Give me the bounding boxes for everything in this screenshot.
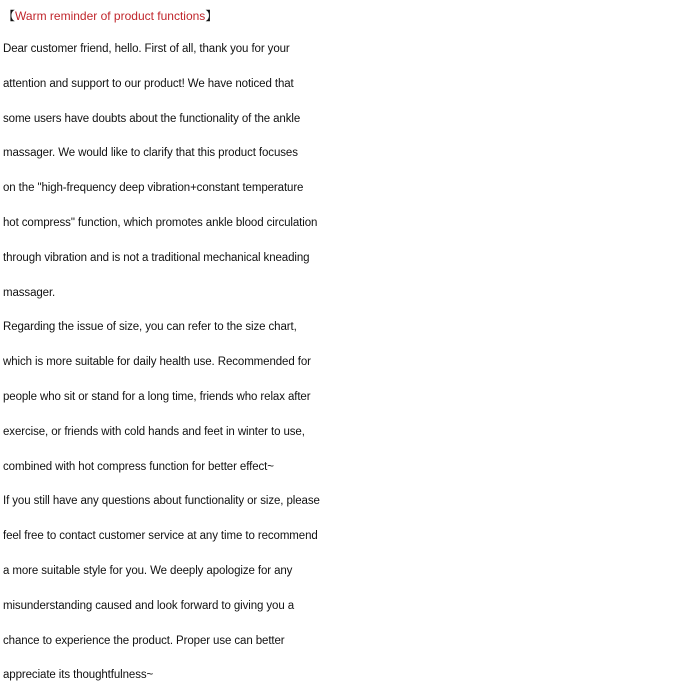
notice-line: attention and support to our product! We have noticed that: [3, 77, 294, 90]
notice-line: Dear customer friend, hello. First of all, thank you for your: [3, 43, 290, 55]
notice-line: which is more suitable for daily health use. Recommended for: [3, 356, 311, 369]
notice-line: exercise, or friends with cold hands and feet in winter to use,: [3, 425, 305, 438]
title-close-bracket: 】: [205, 9, 218, 23]
notice-line: feel free to contact customer service at any time to recommend: [3, 530, 318, 543]
notice-line: misunderstanding caused and look forward to giving you a: [3, 599, 295, 612]
notice-line: some users have doubts about the functionality of the ankle: [3, 112, 301, 125]
notice-line: hot compress" function, which promotes ankle blood circulation: [3, 216, 318, 229]
title-open-bracket: 【: [3, 9, 16, 23]
notice-line: appreciate its thoughtfulness~: [3, 669, 154, 682]
notice-body: [3, 32, 679, 693]
notice-line: If you still have any questions about functionality or size, please: [3, 495, 320, 508]
notice-line: massager.: [3, 286, 56, 299]
notice-line: on the "high-frequency deep vibration+constant temperature: [3, 182, 304, 195]
notice-line: massager. We would like to clarify that this product focuses: [3, 147, 298, 160]
notice-line: combined with hot compress function for better effect~: [3, 460, 274, 473]
notice-line: through vibration and is not a traditional mechanical kneading: [3, 251, 310, 264]
product-notice: [3, 0, 679, 693]
notice-line: chance to experience the product. Proper use can better: [3, 634, 285, 647]
notice-line: a more suitable style for you. We deeply apologize for any: [3, 564, 293, 577]
notice-title: [3, 0, 679, 32]
title-text: Warm reminder of product functions: [15, 9, 206, 23]
notice-line: Regarding the issue of size, you can refer to the size chart,: [3, 321, 297, 334]
notice-line: people who sit or stand for a long time, friends who relax after: [3, 390, 311, 403]
